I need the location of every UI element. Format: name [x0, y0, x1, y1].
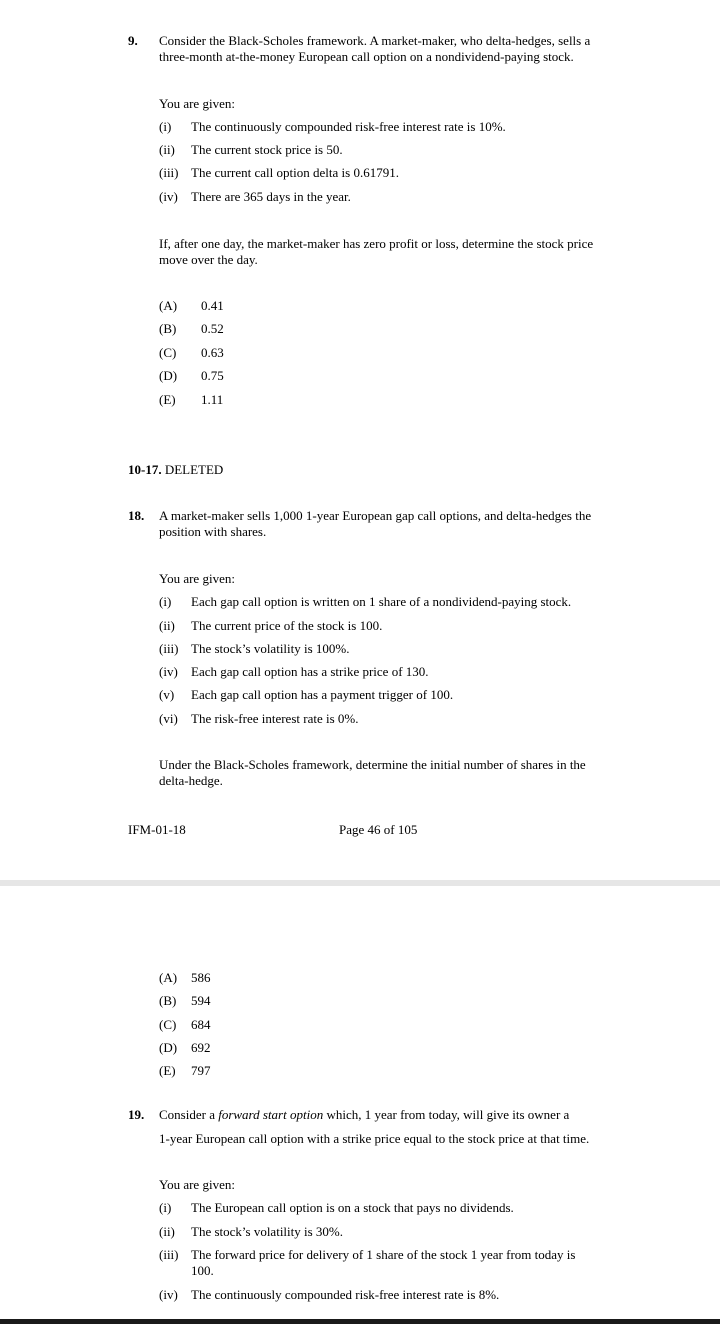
question-ask-line: If, after one day, the market-maker has zero profit or loss, determine the stock price: [159, 236, 594, 251]
question-stem-line: Consider the Black-Scholes framework. A market-maker, who delta-hedges, sells a: [159, 33, 591, 48]
choice-label: (B): [159, 321, 177, 336]
given-item: [159, 1224, 343, 1240]
given-item: [159, 711, 358, 727]
answer-choice: [159, 970, 211, 986]
given-text: Each gap call option is written on 1 share of a nondividend-paying stock.: [191, 594, 572, 609]
answer-choice: [159, 345, 224, 361]
given-numeral: (ii): [159, 1224, 175, 1239]
answer-choice: [159, 368, 224, 384]
given-text: The risk-free interest rate is 0%.: [191, 711, 359, 726]
given-item: [159, 687, 453, 703]
choice-label: (C): [159, 345, 177, 360]
choice-value: 797: [191, 1063, 211, 1078]
answer-choice: [159, 1063, 211, 1079]
given-item: [159, 119, 506, 135]
given-numeral: (ii): [159, 142, 175, 157]
given-numeral: (i): [159, 594, 172, 609]
given-item: [159, 1247, 575, 1263]
choice-label: (E): [159, 1063, 176, 1078]
given-text: There are 365 days in the year.: [191, 189, 351, 204]
given-numeral: (iv): [159, 664, 178, 679]
choice-label: (D): [159, 1040, 178, 1055]
given-text: The continuously compounded risk-free interest rate is 8%.: [191, 1287, 500, 1302]
deleted-text: DELETED: [164, 462, 224, 477]
choice-value: 0.75: [201, 368, 224, 383]
choice-value: 692: [191, 1040, 211, 1055]
given-item: [159, 641, 350, 657]
choice-value: 0.52: [201, 321, 224, 336]
page-number: Page 46 of 105: [339, 822, 418, 837]
choice-label: (D): [159, 368, 178, 383]
given-text: The continuously compounded risk-free interest rate is 10%.: [191, 119, 506, 134]
given-text: The European call option is on a stock that pays no dividends.: [191, 1200, 514, 1215]
given-numeral: (i): [159, 119, 172, 134]
question-number: 18.: [128, 508, 145, 523]
choice-label: (A): [159, 298, 178, 313]
question-stem-line: position with shares.: [159, 524, 267, 539]
choice-value: 1.11: [201, 392, 224, 407]
question-ask-line: Under the Black-Scholes framework, determine the initial number of shares in the: [159, 757, 586, 772]
given-item: [159, 618, 382, 634]
given-text-continued: 100.: [191, 1263, 214, 1278]
given-numeral: (vi): [159, 711, 178, 726]
given-text: The current price of the stock is 100.: [191, 618, 383, 633]
question-number: 9.: [128, 33, 138, 48]
choice-value: 0.63: [201, 345, 224, 360]
answer-choice: [159, 993, 211, 1009]
choice-value: 586: [191, 970, 211, 985]
document-page-47: [0, 886, 720, 1318]
answer-choice: [159, 1017, 211, 1033]
given-text: The current call option delta is 0.61791.: [191, 165, 399, 180]
given-numeral: (iv): [159, 1287, 178, 1302]
viewer-bottom-edge: [0, 1319, 720, 1324]
choice-label: (E): [159, 392, 176, 407]
question-stem-line: [159, 1107, 569, 1123]
answer-choice: [159, 321, 224, 337]
given-numeral: (v): [159, 687, 175, 702]
question-number: 10-17.: [128, 462, 162, 477]
deleted-questions: [128, 462, 223, 478]
answer-choice: [159, 392, 223, 408]
page-footer-id: IFM-01-18: [128, 822, 186, 837]
choice-label: (C): [159, 1017, 177, 1032]
question-stem-line: three-month at-the-money European call option on a nondividend-paying stock.: [159, 49, 574, 64]
choice-label: (A): [159, 970, 178, 985]
given-label: You are given:: [159, 1177, 235, 1192]
stem-text: Consider a: [159, 1107, 219, 1122]
given-numeral: (iv): [159, 189, 178, 204]
given-text: The current stock price is 50.: [191, 142, 343, 157]
choice-value: 684: [191, 1017, 211, 1032]
given-text: The stock’s volatility is 30%.: [191, 1224, 344, 1239]
answer-choice: [159, 1040, 211, 1056]
stem-emphasis: forward start option: [218, 1107, 324, 1122]
given-item: [159, 1287, 499, 1303]
given-numeral: (ii): [159, 618, 175, 633]
given-item: [159, 165, 399, 181]
given-numeral: (iii): [159, 641, 179, 656]
given-item: [159, 142, 343, 158]
given-text: The stock’s volatility is 100%.: [191, 641, 350, 656]
given-numeral: (iii): [159, 165, 179, 180]
given-label: You are given:: [159, 96, 235, 111]
choice-value: 0.41: [201, 298, 224, 313]
given-numeral: (i): [159, 1200, 172, 1215]
given-item: [159, 1200, 514, 1216]
choice-value: 594: [191, 993, 211, 1008]
answer-choice: [159, 298, 224, 314]
given-label: You are given:: [159, 571, 235, 586]
question-number: 19.: [128, 1107, 145, 1122]
given-text: The forward price for delivery of 1 share of the stock 1 year from today is: [191, 1247, 576, 1262]
question-stem-line: A market-maker sells 1,000 1-year European gap call options, and delta-hedges the: [159, 508, 592, 523]
given-item: [159, 594, 571, 610]
question-stem-line: 1-year European call option with a strike price equal to the stock price at that time.: [159, 1131, 590, 1146]
question-ask-line: move over the day.: [159, 252, 258, 267]
choice-label: (B): [159, 993, 177, 1008]
given-numeral: (iii): [159, 1247, 179, 1262]
given-text: Each gap call option has a payment trigger of 100.: [191, 687, 454, 702]
given-text: Each gap call option has a strike price of 130.: [191, 664, 429, 679]
given-item: [159, 664, 429, 680]
stem-text: which, 1 year from today, will give its owner a: [323, 1107, 570, 1122]
question-ask-line: delta-hedge.: [159, 773, 223, 788]
given-item: [159, 189, 351, 205]
